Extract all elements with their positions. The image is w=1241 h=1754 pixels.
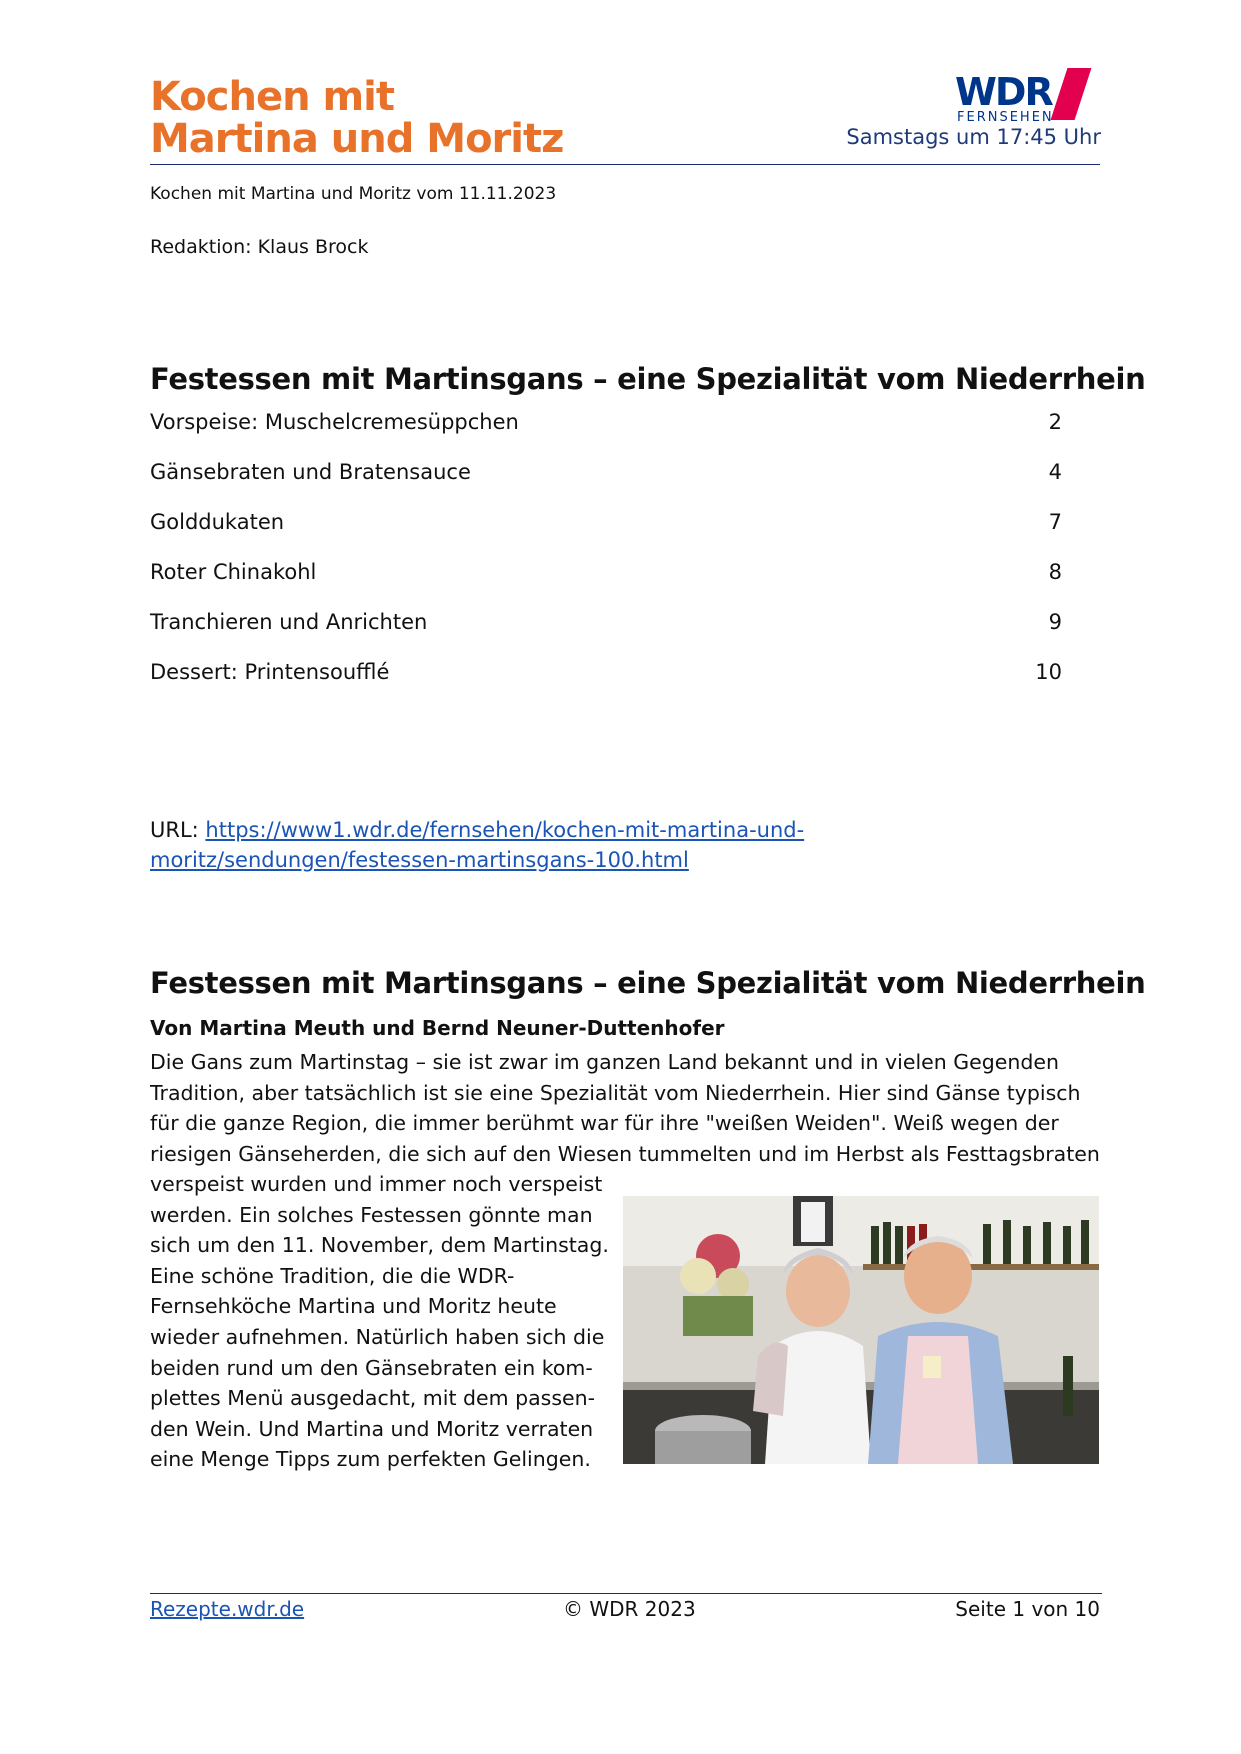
toc-item[interactable]	[150, 410, 1062, 460]
toc-item-page: 8	[1048, 560, 1062, 584]
toc-item[interactable]	[150, 510, 1062, 560]
toc-item[interactable]	[150, 460, 1062, 510]
url-prefix: URL:	[150, 818, 206, 842]
table-of-contents	[150, 410, 1062, 710]
article-intro: Die Gans zum Martinstag – sie ist zwar im ganzen Land bekannt und in vielen Gegenden Tradition, aber tatsächlich ist sie eine Spezialität vom Niederrhein. Hier sind Gänse typisch für die ganze Region, die immer berühmt war für ihre "weißen Weiden". Weiß wegen der riesigen Gänseherden, die sich auf den Wiesen tummelten und im Herbst als Festtagsbraten	[150, 1050, 1100, 1166]
toc-title: Festessen mit Martinsgans – eine Spezialität vom Niederrhein	[150, 362, 1146, 396]
recipe-url-link-part1[interactable]: https://www1.wdr.de/fernsehen/kochen-mit-martina-und-	[205, 818, 805, 842]
wdr-logo-bar	[1051, 68, 1092, 120]
chefs-photo	[623, 1196, 1099, 1464]
show-logo-line2: Martina und Moritz	[150, 116, 564, 162]
show-logo-line1: Kochen mit	[150, 74, 395, 120]
toc-item-label: Roter Chinakohl	[150, 560, 317, 584]
toc-item-page: 9	[1048, 610, 1062, 634]
toc-item-label: Golddukaten	[150, 510, 285, 534]
toc-item-label: Dessert: Printensoufflé	[150, 660, 390, 684]
toc-item-page: 2	[1048, 410, 1062, 434]
article-intro-continued: verspeist wurden und immer noch verspeist werden. Ein solches Festessen gönnte man sich um den 11. November, dem Martinstag. Eine schöne Tradition, die die WDR-Fernsehköche Martina und Moritz heute wieder aufnehmen. Natürlich haben sich die beiden rund um den Gänsebraten ein komplettes Menü ausgedacht, mit dem passenden Wein. Und Martina und Moritz verraten eine Menge Tipps zum perfekten Gelingen.	[150, 1172, 609, 1472]
article-byline: Von Martina Meuth und Bernd Neuner-Duttenhofer	[150, 1016, 725, 1040]
show-logo	[150, 76, 563, 160]
toc-item-page: 7	[1048, 510, 1062, 534]
url-block	[150, 815, 950, 875]
toc-item-label: Gänsebraten und Bratensauce	[150, 460, 471, 484]
episode-info: Kochen mit Martina und Moritz vom 11.11.2023	[150, 184, 557, 204]
wdr-logo	[955, 68, 1105, 124]
toc-item[interactable]	[150, 660, 1062, 710]
toc-item[interactable]	[150, 610, 1062, 660]
wdr-logo-text: WDR	[955, 70, 1052, 114]
toc-item-page: 10	[1035, 660, 1062, 684]
wdr-logo-subtext: FERNSEHEN	[957, 110, 1054, 125]
toc-item[interactable]	[150, 560, 1062, 610]
toc-item-page: 4	[1048, 460, 1062, 484]
header-divider	[150, 164, 1100, 165]
chefs-photo-image	[623, 1196, 1099, 1464]
footer-page-number: Seite 1 von 10	[955, 1597, 1100, 1621]
recipe-url-link-part2[interactable]: moritz/sendungen/festessen-martinsgans-100.html	[150, 848, 689, 872]
footer-site-link[interactable]: Rezepte.wdr.de	[150, 1597, 305, 1621]
footer-divider	[150, 1593, 1102, 1594]
toc-item-label: Tranchieren und Anrichten	[150, 610, 428, 634]
editor-info: Redaktion: Klaus Brock	[150, 236, 369, 258]
airtime: Samstags um 17:45 Uhr	[846, 125, 1101, 149]
article-title: Festessen mit Martinsgans – eine Spezialität vom Niederrhein	[150, 966, 1146, 1000]
toc-item-label: Vorspeise: Muschelcremesüppchen	[150, 410, 519, 434]
footer-copyright: © WDR 2023	[563, 1597, 696, 1621]
